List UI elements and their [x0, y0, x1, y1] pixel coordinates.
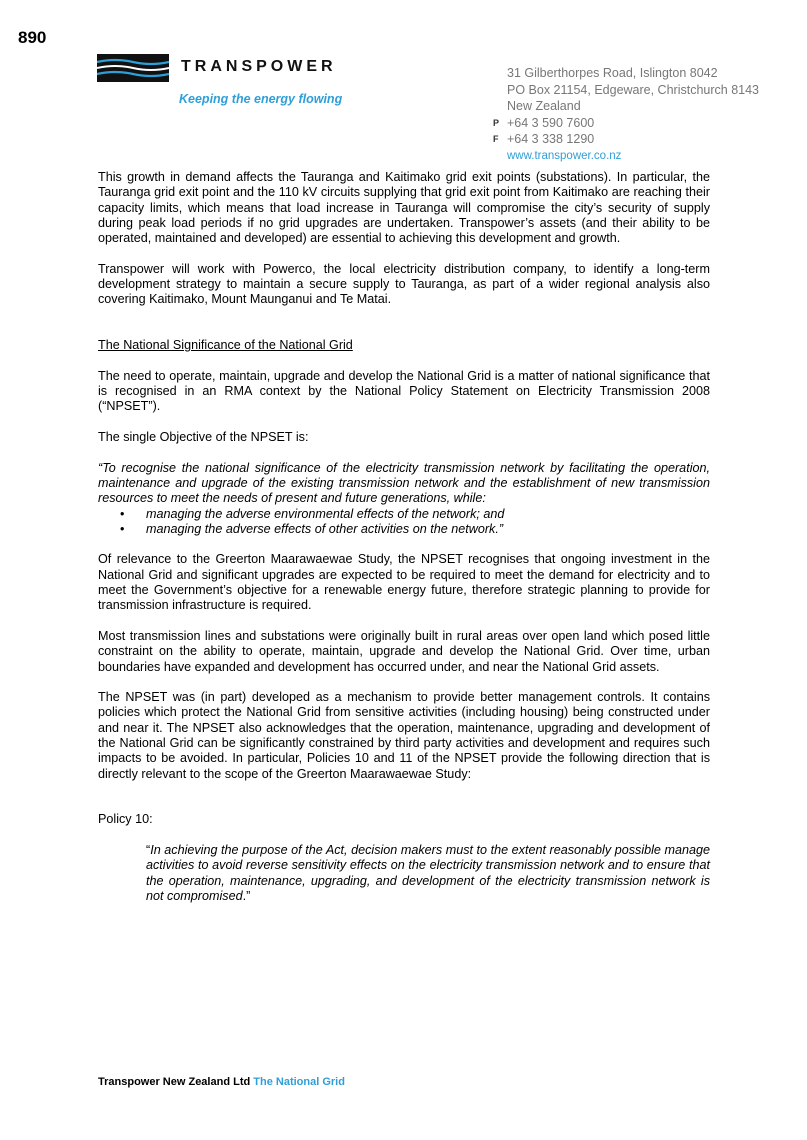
fax-number: +64 3 338 1290: [507, 132, 595, 146]
list-item: • managing the adverse effects of other activities on the network.”: [98, 522, 710, 537]
policy-label: Policy 10:: [98, 812, 153, 827]
company-wordmark: TRANSPOWER: [181, 58, 337, 75]
phone-number: +64 3 590 7600: [507, 115, 595, 130]
fax-label: F: [493, 134, 499, 144]
page-number: 890: [18, 28, 47, 47]
page-footer: [98, 1076, 345, 1088]
paragraph-powerco: Transpower will work with Powerco, the local electricity distribution company, to identify a long-term development strategy to maintain a secure supply to Tauranga, as part of a wider regional analysis also covering Kaitimako, Mount Maunganui and Te Matai.: [98, 261, 710, 307]
address-line-2: PO Box 21154, Edgeware, Christchurch 8143: [507, 82, 759, 97]
website-link[interactable]: www.transpower.co.nz: [507, 149, 622, 162]
paragraph-npset-intro: The need to operate, maintain, upgrade and develop the National Grid is a matter of national significance that is recognised in an RMA context by the National Policy Statement on Electricity Transmission 2008 (“NPSET”).: [98, 368, 710, 414]
paragraph-transmission-lines: Most transmission lines and substations were originally built in rural areas over open land which posed little constraint on the ability to operate, maintain, upgrade and develop the National Grid. Over time, urban boundaries have expanded and development has occurred under, and near the National Grid assets.: [98, 628, 710, 674]
address-line-1: 31 Gilberthorpes Road, Islington 8042: [507, 66, 718, 80]
section-heading: The National Significance of the National Grid: [98, 338, 353, 353]
list-item: • managing the adverse environmental effects of the network; and: [98, 507, 710, 522]
phone-row: [493, 115, 759, 132]
objective-bullet-list: [98, 507, 710, 538]
transpower-wave-logo-icon: [97, 54, 169, 82]
fax-row: [493, 131, 759, 148]
footer-company: Transpower New Zealand Ltd: [98, 1076, 251, 1088]
company-address: [493, 65, 759, 164]
paragraph-growth-demand: This growth in demand affects the Tauranga and Kaitimako grid exit points (substations). In particular, the Tauranga grid exit point and the 110 kV circuits supplying that grid exit point from Kaitimako are reaching their capacity limits, which means that load increase in Tauranga will compromise the city’s security of supply during peak load periods if no grid upgrades are undertaken. Transpower’s assets (and their ability to be operated, maintained and developed) are essential to achieving this development and growth.: [98, 170, 710, 246]
company-tagline: Keeping the energy flowing: [179, 92, 343, 106]
document-body: [98, 170, 710, 920]
footer-grid: The National Grid: [253, 1076, 345, 1088]
address-line-3: New Zealand: [507, 99, 581, 113]
quote-close: .”: [242, 888, 251, 903]
paragraph-relevance: Of relevance to the Greerton Maarawaewae Study, the NPSET recognises that ongoing investment in the National Grid and significant upgrades are expected to be required to meet the demand for electricity and to meet the Government’s objective for a renewable energy future, therefore strategic planning to provide for transmission infrastructure is required.: [98, 552, 710, 613]
objective-quote: “To recognise the national significance of the electricity transmission network by facilitating the operation, maintenance and upgrade of the existing transmission network and the establishment of new transmission resources to meet the needs of present and future generations, while:: [98, 460, 710, 506]
quote-open: “: [146, 843, 151, 858]
policy-quote: [98, 843, 710, 904]
phone-label: P: [493, 117, 500, 128]
paragraph-npset-policies: The NPSET was (in part) developed as a mechanism to provide better management controls. It contains policies which protect the National Grid from sensitive activities (including housing) being constructed under and near it. The NPSET also acknowledges that the operation, maintenance, upgrading and development of the National Grid can be significantly constrained by third party activities and development and requires such impacts to be avoided. In particular, Policies 10 and 11 of the NPSET provide the following direction that is directly relevant to the scope of the Greerton Maarawaewae Study:: [98, 690, 710, 781]
paragraph-objective-lead: The single Objective of the NPSET is:: [98, 430, 309, 445]
policy-quote-text: In achieving the purpose of the Act, decision makers must to the extent reasonably possible manage activities to avoid reverse sensitivity effects on the electricity transmission network and to ensure that the operation, maintenance, upgrading, and development of the electricity transmission network is not compromised: [146, 843, 710, 903]
